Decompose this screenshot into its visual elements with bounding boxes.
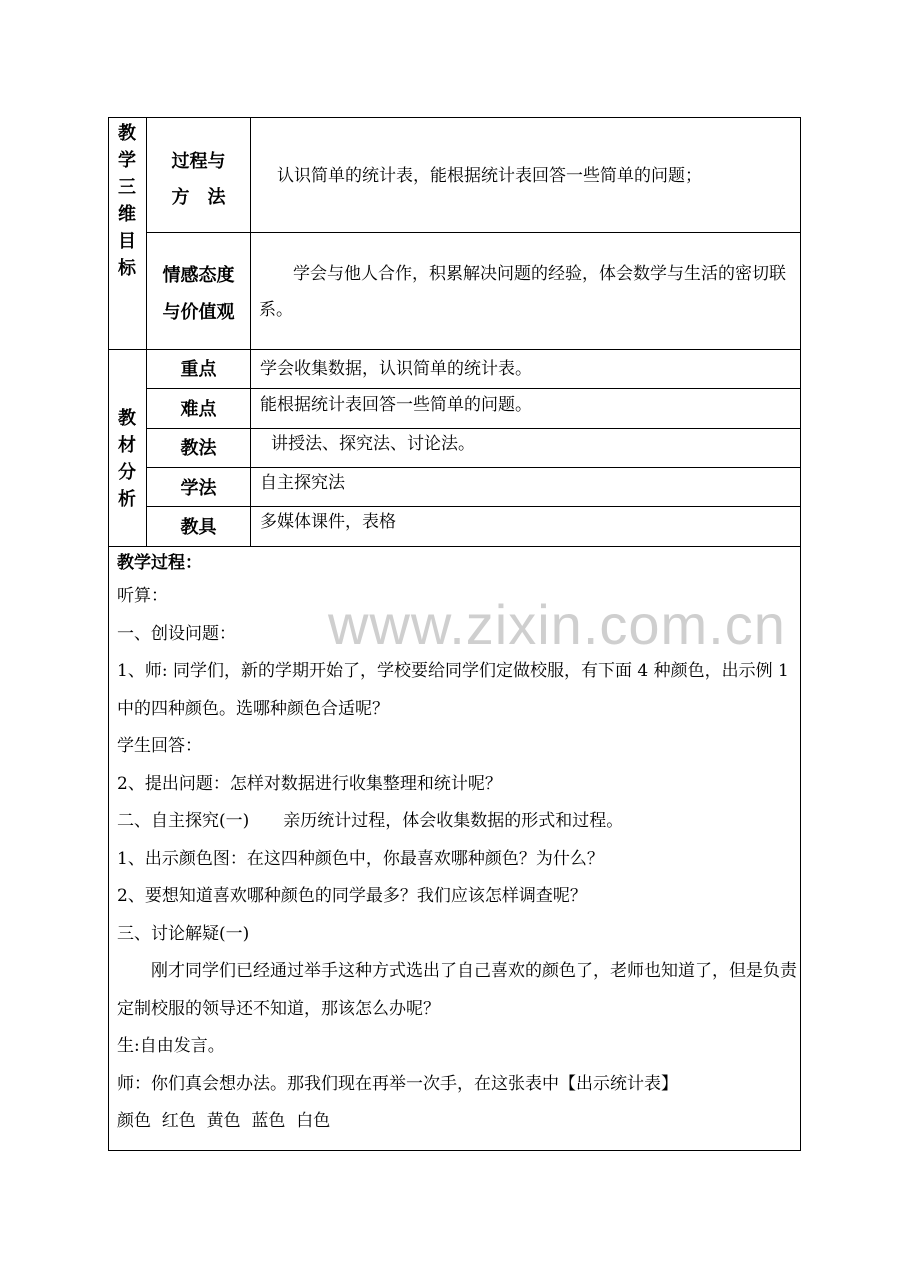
process-line-survey: 2、要想知道喜欢哪种颜色的同学最多？我们应该怎样调查呢？ <box>117 886 587 906</box>
process-line-part3: 三、讨论解疑(一) <box>117 923 250 944</box>
analysis-section-label-text: 教材分析 <box>118 408 136 510</box>
analysis-row-label-difficulty: 难点 <box>180 399 217 420</box>
analysis-row-label-focus: 重点 <box>180 359 217 380</box>
goals-row1-label-line2: 方 法 <box>171 187 226 208</box>
row-divider-a3 <box>146 467 801 468</box>
process-line-teacher-praise: 师：你们真会想办法。那我们现在再举一次手，在这张表中【出示统计表】 <box>117 1073 678 1094</box>
analysis-section-label <box>109 405 145 513</box>
process-line-show-colors: 1、出示颜色图：在这四种颜色中，你最喜欢哪种颜色？为什么？ <box>117 848 604 869</box>
analysis-row-label-learning-method: 学法 <box>180 478 217 499</box>
goals-row1-label <box>147 144 250 216</box>
row-divider-goals <box>146 232 801 233</box>
analysis-row-text-focus: 学会收集数据，认识简单的统计表。 <box>260 359 532 379</box>
row-divider-a1 <box>146 388 801 389</box>
goals-row2-label-line2: 与价值观 <box>162 302 235 323</box>
process-line-student-speak: 生:自由发言。 <box>117 1036 225 1056</box>
row-divider-process <box>109 546 801 547</box>
goals-section-label <box>109 120 145 282</box>
analysis-row-label-teaching-aids: 教具 <box>180 517 217 538</box>
goals-row1-label-line1: 过程与 <box>171 151 226 172</box>
process-line-teacher-intro: 1、师: 同学们，新的学期开始了，学校要给同学们定做校服，有下面 4 种颜色，出示例 1 中的四种颜色。选哪种颜色合适呢？ <box>117 661 789 719</box>
process-line-part2: 二、自主探究(一) 亲历统计过程，体会收集数据的形式和过程。 <box>117 811 624 831</box>
goals-row2-label <box>147 257 250 331</box>
goals-row2-text: 学会与他人合作，积累解决问题的经验，体会数学与生活的密切联系。 <box>259 264 786 320</box>
process-line-part1: 一、创设问题： <box>117 623 236 644</box>
analysis-row-text-teaching-method: 讲授法、探究法、讨论法。 <box>271 434 475 454</box>
process-heading: 教学过程： <box>117 553 202 573</box>
analysis-row-label-teaching-method: 教法 <box>180 438 217 459</box>
analysis-row-text-teaching-aids: 多媒体课件，表格 <box>260 512 396 532</box>
goals-row1-text: 认识简单的统计表，能根据统计表回答一些简单的问题； <box>277 166 702 186</box>
row-divider-section <box>109 349 801 350</box>
process-line-student-answer: 学生回答： <box>117 736 202 756</box>
watermark: www.zixin.com.cn <box>328 593 786 656</box>
goals-section-label-text: 教学三维目标 <box>118 123 136 279</box>
column-divider-2 <box>250 118 251 546</box>
process-line-question: 2、提出问题：怎样对数据进行收集整理和统计呢？ <box>117 773 502 794</box>
analysis-row-text-difficulty: 能根据统计表回答一些简单的问题。 <box>260 395 532 415</box>
goals-row2-label-line1: 情感态度 <box>162 265 235 286</box>
process-line-color-table: 颜色 红色 黄色 蓝色 白色 <box>117 1111 331 1131</box>
process-line-listening: 听算： <box>117 586 168 606</box>
process-line-discussion: 刚才同学们已经通过举手这种方式选出了自己喜欢的颜色了，老师也知道了，但是负责定制校服的领导还不知道，那该怎么办呢？ <box>117 961 797 1019</box>
analysis-row-text-learning-method: 自主探究法 <box>260 473 345 493</box>
